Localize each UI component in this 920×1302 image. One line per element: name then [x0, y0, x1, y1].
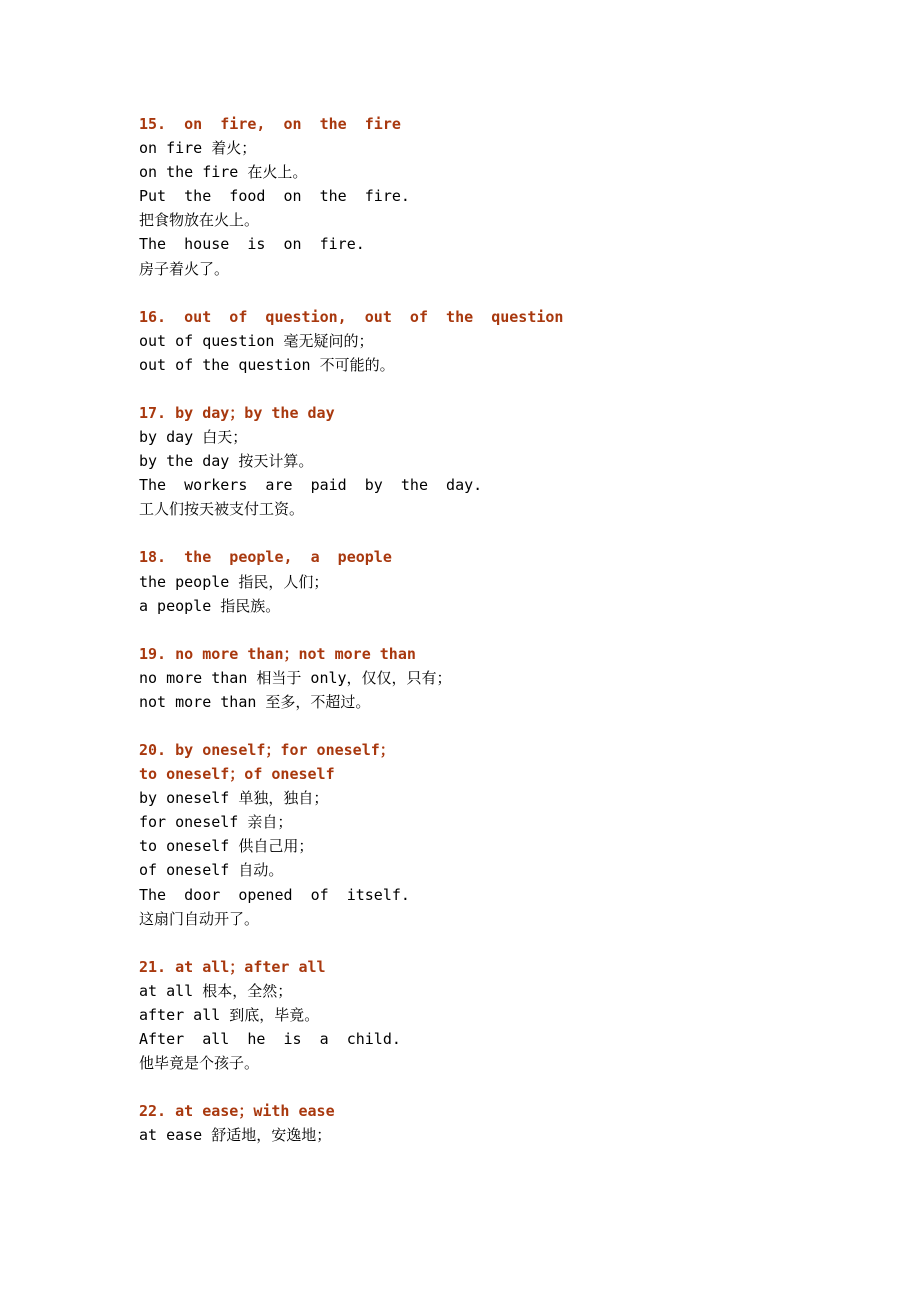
- entry-line: on the fire 在火上。: [139, 163, 308, 182]
- entry-line: a people 指民族。: [139, 596, 281, 615]
- example-translation: 把食物放在火上。: [139, 211, 260, 230]
- entry-line: out of question 毫无疑问的；: [139, 331, 374, 350]
- entry-line: out of the question 不可能的。: [139, 355, 395, 374]
- example-sentence: The door opened of itself.: [139, 885, 410, 904]
- entry-17: [139, 401, 839, 521]
- entry-22: [139, 1099, 839, 1147]
- entry-18: [139, 545, 839, 617]
- entry-heading: 22. at ease；with ease: [139, 1102, 335, 1121]
- entry-line: the people 指民，人们；: [139, 572, 329, 591]
- entry-heading: 18. the people, a people: [139, 548, 392, 567]
- example-sentence: The workers are paid by the day.: [139, 476, 483, 495]
- entry-line: not more than 至多，不超过。: [139, 692, 371, 711]
- entry-line: by the day 按天计算。: [139, 452, 314, 471]
- example-sentence: After all he is a child.: [139, 1030, 401, 1048]
- entry-line: at ease 舒适地，安逸地；: [139, 1126, 332, 1145]
- example-translation: 这扇门自动开了。: [139, 909, 260, 928]
- entry-line: by oneself 单独，独自；: [139, 789, 329, 808]
- entry-line: after all 到底，毕竟。: [139, 1005, 320, 1024]
- example-sentence: Put the food on the fire.: [139, 187, 410, 206]
- entry-21: [139, 955, 839, 1075]
- example-sentence: The house is on fire.: [139, 235, 365, 254]
- entry-heading: 21. at all；after all: [139, 957, 326, 976]
- entry-19: [139, 642, 839, 714]
- entry-heading-continued: to oneself；of oneself: [139, 765, 335, 784]
- entry-heading: 16. out of question, out of the question: [139, 307, 564, 326]
- entry-line: at all 根本，全然；: [139, 981, 293, 1000]
- entry-heading: 20. by oneself；for oneself；: [139, 740, 395, 759]
- entry-heading: 17. by day；by the day: [139, 403, 335, 422]
- entry-line: no more than 相当于 only，仅仅，只有；: [139, 668, 452, 687]
- entry-20: [139, 738, 839, 931]
- entry-line: to oneself 供自己用；: [139, 837, 314, 856]
- entry-16: [139, 305, 839, 377]
- entry-heading: 15. on fire, on the fire: [139, 115, 401, 133]
- example-translation: 工人们按天被支付工资。: [139, 500, 305, 519]
- example-translation: 他毕竟是个孩子。: [139, 1054, 260, 1073]
- entry-15: [139, 112, 839, 281]
- entry-line: of oneself 自动。: [139, 861, 284, 880]
- entry-line: for oneself 亲自；: [139, 813, 293, 832]
- document-page: [139, 112, 839, 1171]
- entry-line: on fire 着火；: [139, 139, 257, 158]
- example-translation: 房子着火了。: [139, 259, 230, 278]
- entry-line: by day 白天；: [139, 428, 248, 447]
- entry-heading: 19. no more than；not more than: [139, 644, 416, 663]
